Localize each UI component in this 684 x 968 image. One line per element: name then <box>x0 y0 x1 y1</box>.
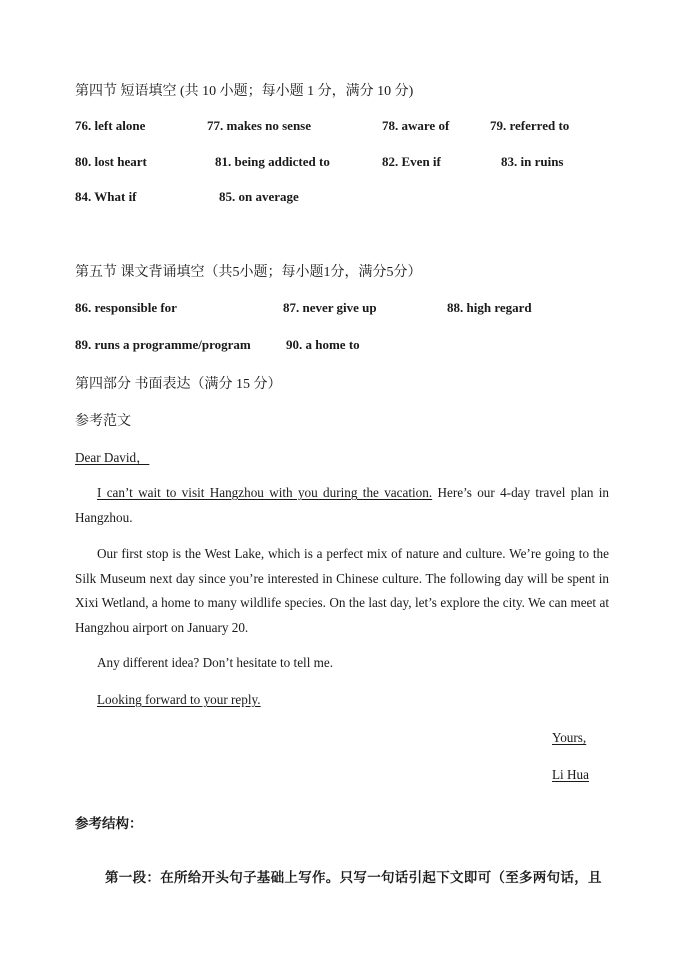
part4-heading: 第四部分 书面表达（满分 15 分） <box>75 377 282 392</box>
letter-signature: Li Hua <box>552 767 589 782</box>
letter-paragraph-2: Our first stop is the West Lake, which is a perfect mix of nature and culture. We’re going to the Silk Museum next day since you’re interested in Chinese culture. The following day will be spent in Xixi Wetland, a home to many wildlife species. On the last day, let’s explore the city. We can meet at Hangzhou airport on January 20. <box>75 546 609 635</box>
opening-sentence: I can’t wait to visit Hangzhou with you during the vacation. <box>97 485 433 500</box>
answer-88: 88. high regard <box>447 300 532 315</box>
letter-paragraph-3: Any different idea? Don’t hesitate to tell me. <box>97 655 334 670</box>
answer-89: 89. runs a programme/program <box>75 337 251 352</box>
answer-85: 85. on average <box>219 189 299 204</box>
section5-heading: 第五节 课文背诵填空（共5小题；每小题1分，满分5分） <box>75 265 422 280</box>
answer-76: 76. left alone <box>75 118 146 133</box>
answer-81: 81. being addicted to <box>215 154 330 169</box>
answer-87: 87. never give up <box>283 300 377 315</box>
letter-closing-line: Looking forward to your reply. <box>97 692 261 707</box>
answer-77: 77. makes no sense <box>207 118 312 133</box>
opening-rest: Here’s our 4-day travel plan in Hangzhou. <box>75 485 609 525</box>
answer-78: 78. aware of <box>382 118 450 133</box>
answer-82: 82. Even if <box>382 154 441 169</box>
answer-90: 90. a home to <box>286 337 360 352</box>
answer-80: 80. lost heart <box>75 154 147 169</box>
letter-salutation: Dear David， <box>75 450 150 465</box>
answer-86: 86. responsible for <box>75 300 177 315</box>
sample-essay-label: 参考范文 <box>75 414 131 429</box>
letter-paragraph-1 <box>75 481 609 530</box>
letter-sign-off: Yours, <box>552 730 587 745</box>
answer-83: 83. in ruins <box>501 154 564 169</box>
section4-heading: 第四节 短语填空 (共 10 小题；每小题 1 分，满分 10 分) <box>75 84 414 99</box>
answer-84: 84. What if <box>75 189 137 204</box>
answer-79: 79. referred to <box>490 118 570 133</box>
structure-label: 参考结构： <box>75 816 143 831</box>
structure-paragraph-1: 第一段：在所给开头句子基础上写作。只写一句话引起下文即可（至多两句话，且 <box>105 870 602 885</box>
